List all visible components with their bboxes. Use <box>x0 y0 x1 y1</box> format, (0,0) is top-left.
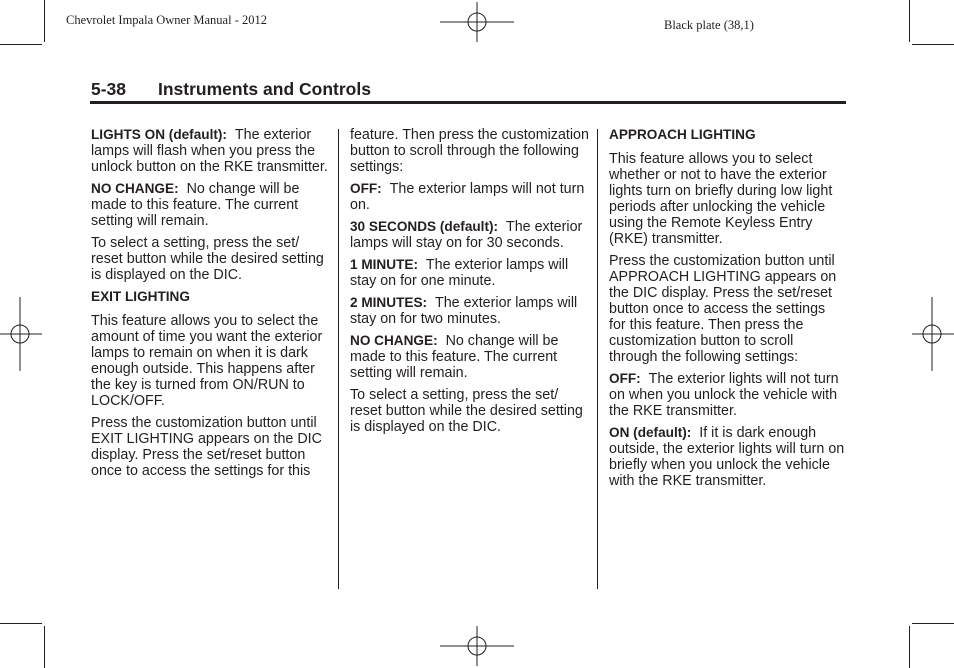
subheading: APPROACH LIGHTING <box>609 127 756 142</box>
crop-mark <box>912 44 954 45</box>
paragraph-text: Press the customization button until APPROACH LIGHTING appears on the DIC display. Press the set/reset button once to access the settings for this feature. Then press the customization button to scroll through the following settings: <box>609 253 837 365</box>
crop-mark <box>912 623 954 624</box>
setting-label: 2 MINUTES: <box>350 295 428 310</box>
manual-title: Chevrolet Impala Owner Manual - 2012 <box>66 13 267 27</box>
setting-label: ON (default): <box>609 425 692 440</box>
setting-label: OFF: <box>350 181 382 196</box>
paragraph <box>91 181 329 229</box>
paragraph-text: The exterior lamps will flash when you press the unlock button on the RKE transmitter. <box>91 127 328 175</box>
registration-mark-right <box>912 297 954 371</box>
setting-label: 1 MINUTE: <box>350 257 418 272</box>
page-number: 5-38 <box>91 79 127 99</box>
crop-mark <box>44 0 45 42</box>
paragraph-text: If it is dark enough outside, the exterior lights will turn on briefly when you unlock the vehicle with the RKE transmitter. <box>609 425 845 489</box>
paragraph <box>350 333 590 381</box>
paragraph <box>609 425 845 489</box>
paragraph-text: feature. Then press the customization button to scroll through the following settings: <box>350 127 589 175</box>
crop-mark <box>44 626 45 668</box>
column-1 <box>91 127 329 485</box>
setting-label: 30 SECONDS (default): <box>350 219 499 234</box>
paragraph <box>91 235 329 283</box>
paragraph <box>350 219 590 251</box>
paragraph <box>91 313 329 409</box>
paragraph-text: The exterior lamps will stay on for 30 seconds. <box>350 219 583 251</box>
crop-mark <box>909 0 910 42</box>
setting-label: LIGHTS ON (default): <box>91 127 227 142</box>
registration-mark-bottom <box>440 626 514 666</box>
setting-label: OFF: <box>609 371 641 386</box>
paragraph <box>350 387 590 435</box>
column-divider <box>597 129 598 589</box>
paragraph-text: This feature allows you to select the amount of time you want the exterior lamps to remain on when it is dark enough outside. This happens after the key is turned from ON/RUN to LOCK/OFF. <box>91 313 323 409</box>
paragraph-text: Press the customization button until EXIT LIGHTING appears on the DIC display. Press the set/reset button once to access the settings for this <box>91 415 322 479</box>
paragraph-text: No change will be made to this feature. The current setting will remain. <box>350 333 559 381</box>
paragraph <box>350 127 590 175</box>
registration-mark-left <box>0 297 42 371</box>
crop-mark <box>0 44 42 45</box>
paragraph-text: This feature allows you to select whether or not to have the exterior lights turn on briefly during low light periods after unlocking the vehicle using the Remote Keyless Entry (RKE) transmitter. <box>609 151 833 247</box>
paragraph-text: The exterior lamps will not turn on. <box>350 181 585 213</box>
plate-label: Black plate (38,1) <box>664 18 754 32</box>
section-heading <box>91 79 371 100</box>
crop-mark <box>909 626 910 668</box>
paragraph-text: The exterior lamps will stay on for two minutes. <box>350 295 578 327</box>
column-2 <box>350 127 590 441</box>
crop-mark <box>0 623 42 624</box>
subheading: EXIT LIGHTING <box>91 289 190 304</box>
paragraph <box>609 371 845 419</box>
paragraph <box>91 415 329 479</box>
setting-label: NO CHANGE: <box>91 181 179 196</box>
section-title: Instruments and Controls <box>158 79 371 99</box>
paragraph <box>609 253 845 365</box>
column-divider <box>338 129 339 589</box>
paragraph-text: To select a setting, press the set/ reset button while the desired setting is displayed on the DIC. <box>91 235 324 283</box>
paragraph-text: No change will be made to this feature. The current setting will remain. <box>91 181 300 229</box>
registration-mark-top <box>440 2 514 42</box>
paragraph <box>350 257 590 289</box>
column-3 <box>609 127 845 495</box>
setting-label: NO CHANGE: <box>350 333 438 348</box>
paragraph <box>91 127 329 175</box>
heading-rule <box>90 101 846 104</box>
paragraph-text: The exterior lamps will stay on for one minute. <box>350 257 569 289</box>
paragraph <box>609 151 845 247</box>
paragraph <box>350 181 590 213</box>
paragraph-text: To select a setting, press the set/ reset button while the desired setting is displayed on the DIC. <box>350 387 583 435</box>
paragraph-text: The exterior lights will not turn on when you unlock the vehicle with the RKE transmitter. <box>609 371 839 419</box>
paragraph <box>350 295 590 327</box>
